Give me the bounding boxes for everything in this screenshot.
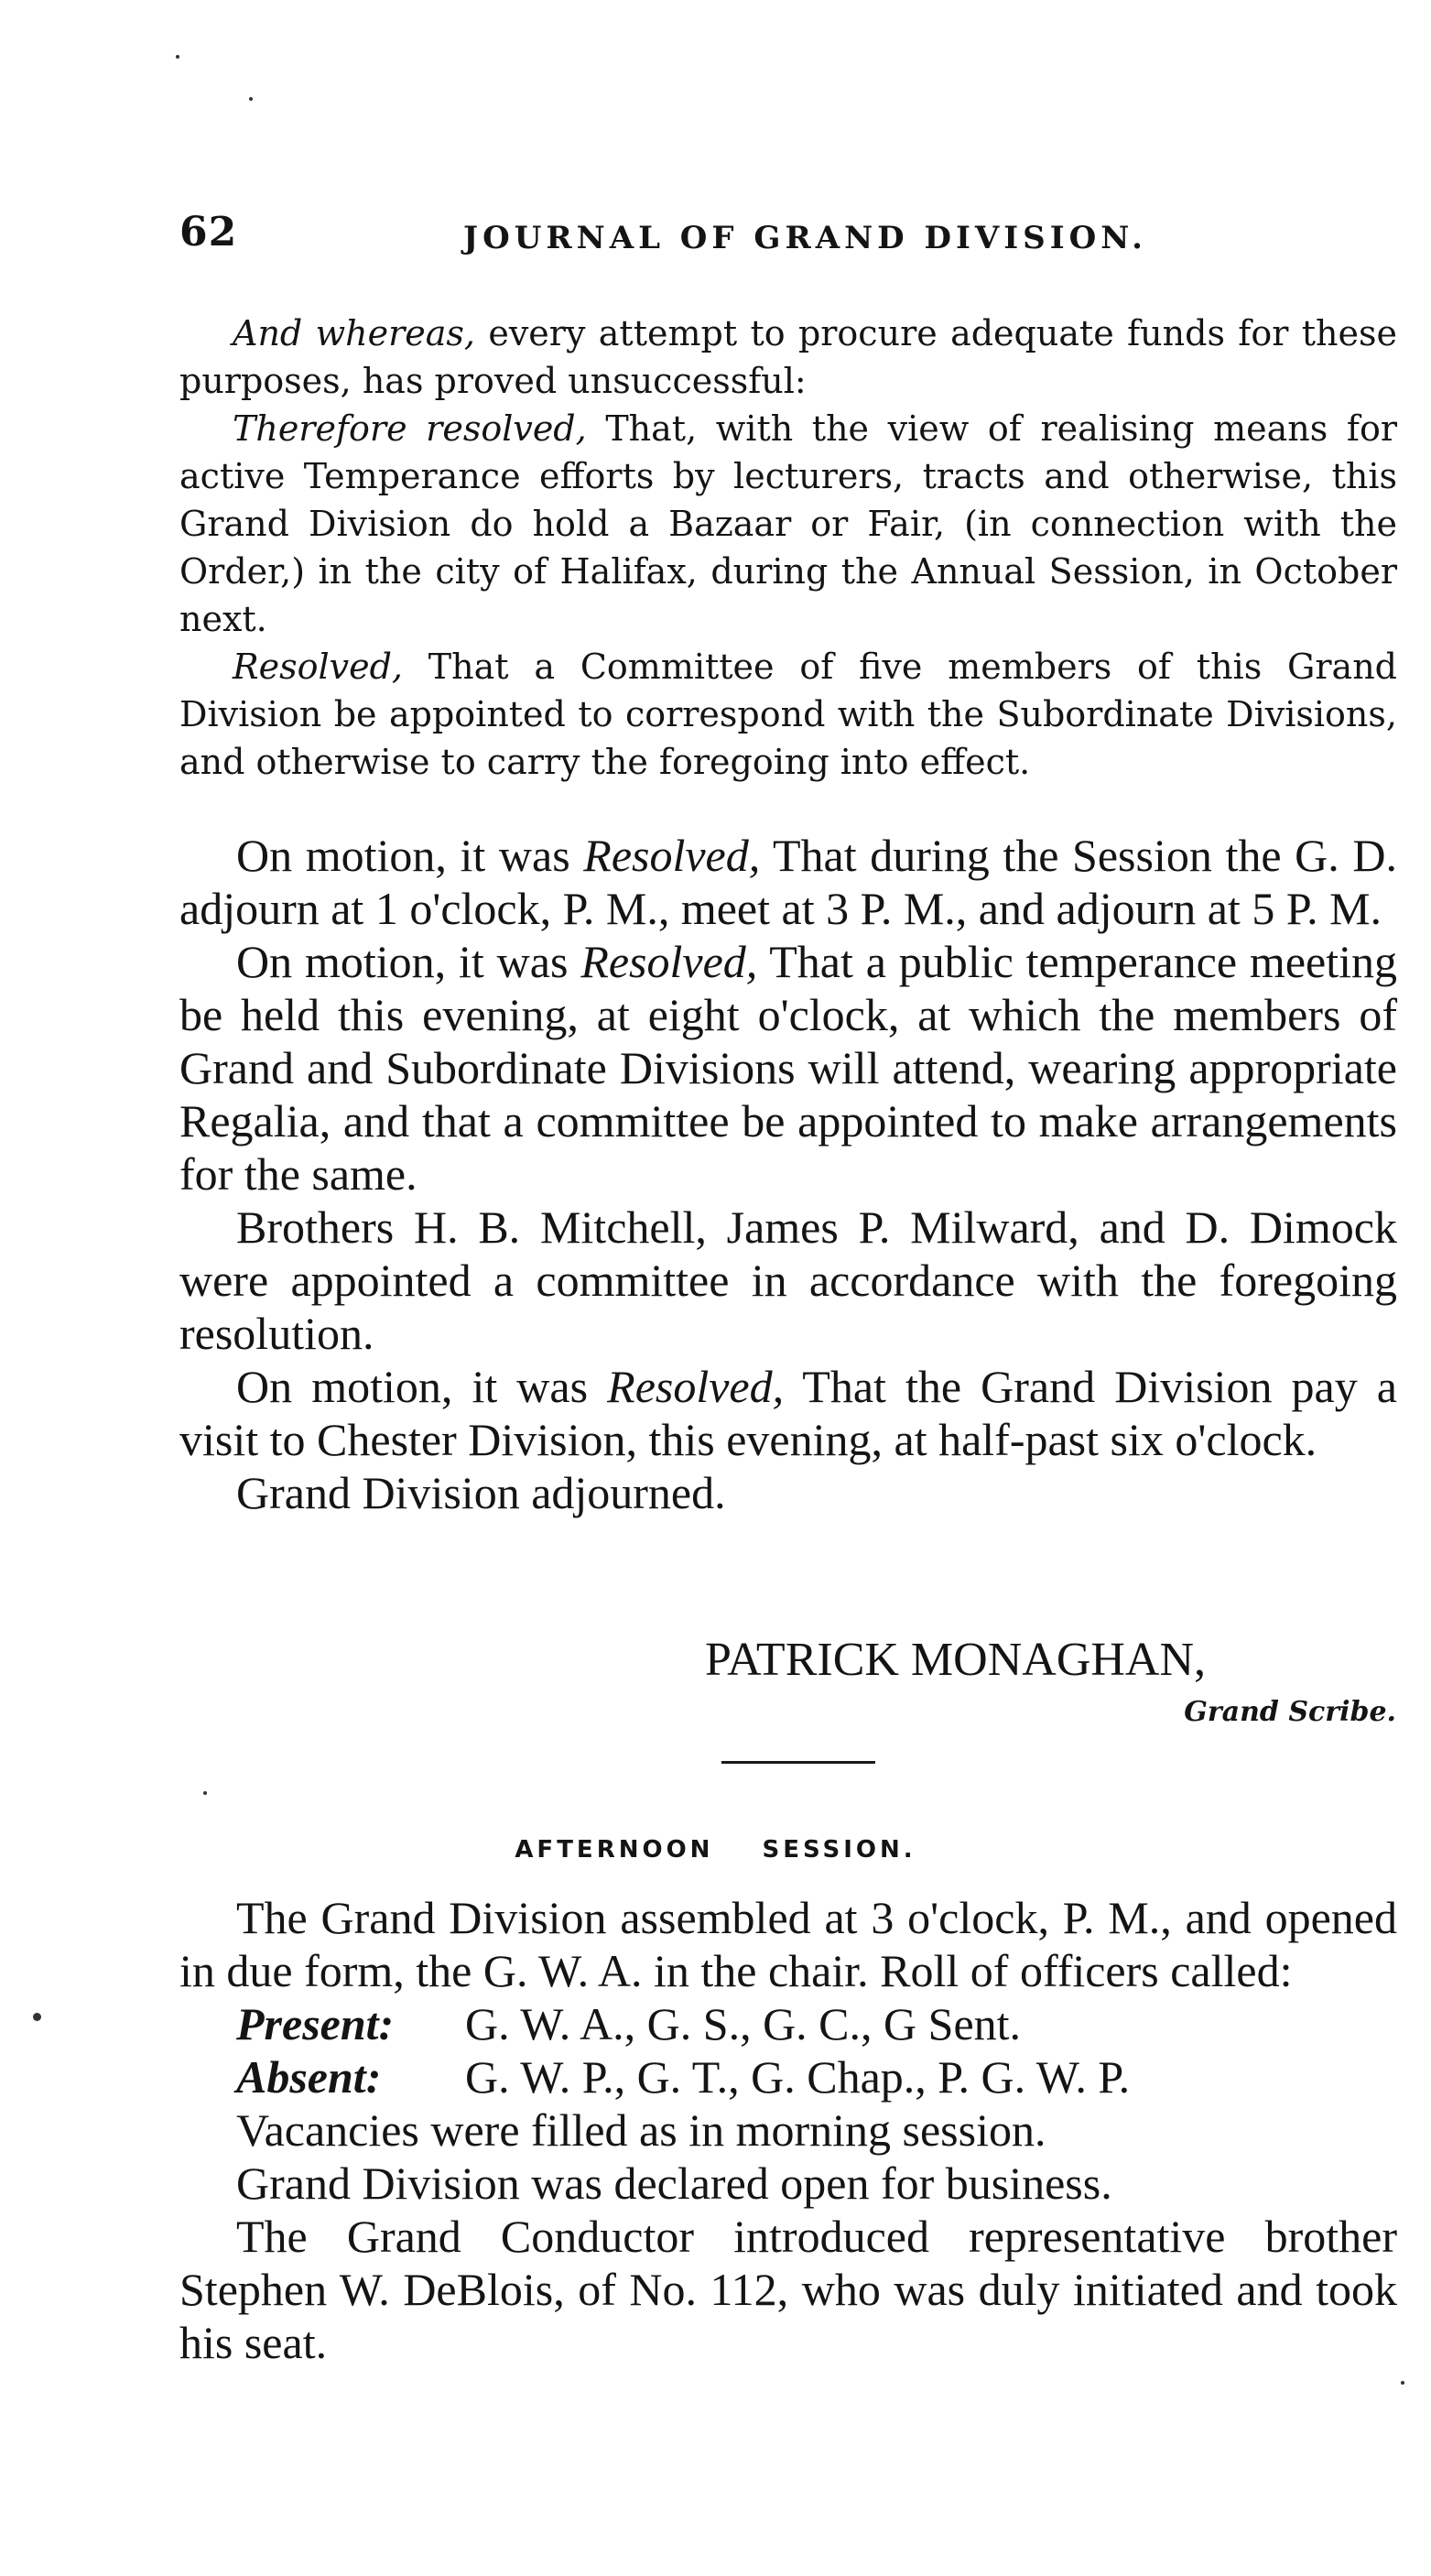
motion-chester-visit: On motion, it was Resolved, That the Grand Division pay a visit to Chester Division, this evening, at half-past six o'clock. bbox=[179, 1361, 1397, 1465]
section-heading: AFTERNOON SESSION. bbox=[515, 1836, 916, 1864]
absent-row bbox=[179, 2050, 1397, 2103]
adjournment-note: Grand Division adjourned. bbox=[236, 1467, 726, 1518]
lead-phrase: Resolved, bbox=[580, 936, 758, 987]
initiation-paragraph: The Grand Conductor introduced representative brother Stephen W. DeBlois, of No. 112, who was duly initiated and took his seat. bbox=[179, 2211, 1397, 2368]
paragraph-resolved-committee: Resolved, That a Committee of five members of this Grand Division be appointed to correspond with the Subordinate Divisions, and otherwise to carry the foregoing into effect. bbox=[179, 647, 1397, 782]
present-value: G. W. A., G. S., G. C., G Sent. bbox=[465, 1998, 1022, 2049]
scan-speck bbox=[1401, 2381, 1404, 2385]
lead-phrase: Resolved, bbox=[583, 830, 761, 881]
scan-speck bbox=[249, 97, 253, 101]
scan-speck bbox=[203, 1791, 207, 1795]
signature-name: PATRICK MONAGHAN, bbox=[705, 1634, 1207, 1686]
section-divider bbox=[721, 1761, 875, 1764]
absent-value: G. W. P., G. T., G. Chap., P. G. W. P. bbox=[465, 2051, 1131, 2103]
resolution-block bbox=[179, 310, 1397, 786]
assembly-paragraph: The Grand Division assembled at 3 o'clock, P. M., and opened in due form, the G. W. A. in the chair. Roll of officers called: bbox=[179, 1892, 1397, 1996]
present-row bbox=[179, 1997, 1397, 2050]
vacancies-paragraph: Vacancies were filled as in morning session. bbox=[236, 2104, 1046, 2156]
paragraph-whereas: And whereas, every attempt to procure adequate funds for these purposes, has proved unsuccessful: bbox=[179, 313, 1397, 401]
lead-phrase: Resolved, bbox=[233, 647, 403, 687]
motion-public-meeting: On motion, it was Resolved, That a public temperance meeting be held this evening, at eight o'clock, at which the members of Grand and Subordinate Divisions will attend, wearing appropriate Regalia, and that a committee be appointed to make arrangements for the same. bbox=[179, 936, 1397, 1200]
open-business-paragraph: Grand Division was declared open for business. bbox=[236, 2158, 1112, 2209]
afternoon-session-block bbox=[179, 1891, 1397, 2369]
page-number: 62 bbox=[179, 209, 238, 255]
lead-phrase: Therefore resolved, bbox=[233, 408, 587, 449]
motion-adjourn-times: On motion, it was Resolved, That during the Session the G. D. adjourn at 1 o'clock, P. M., meet at 3 P. M., and adjourn at 5 P. M. bbox=[179, 830, 1397, 934]
committee-appointment: Brothers H. B. Mitchell, James P. Milward, and D. Dimock were appointed a committee in accordance with the foregoing resolution. bbox=[179, 1201, 1397, 1359]
scan-speck bbox=[176, 55, 179, 59]
page-header bbox=[179, 209, 1397, 264]
lead-phrase: And whereas, bbox=[233, 313, 475, 353]
lead-phrase: Resolved, bbox=[607, 1361, 785, 1412]
scan-speck bbox=[33, 2013, 41, 2021]
present-label: Present: bbox=[236, 1998, 395, 2049]
absent-label: Absent: bbox=[236, 2051, 382, 2103]
paragraph-therefore-resolved: Therefore resolved, That, with the view of realising means for active Temperance efforts by lecturers, tracts and otherwise, this Grand Division do hold a Bazaar or Fair, (in connection with the Order,) in the city of Halifax, during the Annual Session, in October next. bbox=[179, 408, 1397, 639]
running-title: JOURNAL OF GRAND DIVISION. bbox=[463, 220, 1147, 256]
signature-title: Grand Scribe. bbox=[1184, 1696, 1396, 1728]
motions-block bbox=[179, 829, 1397, 1519]
